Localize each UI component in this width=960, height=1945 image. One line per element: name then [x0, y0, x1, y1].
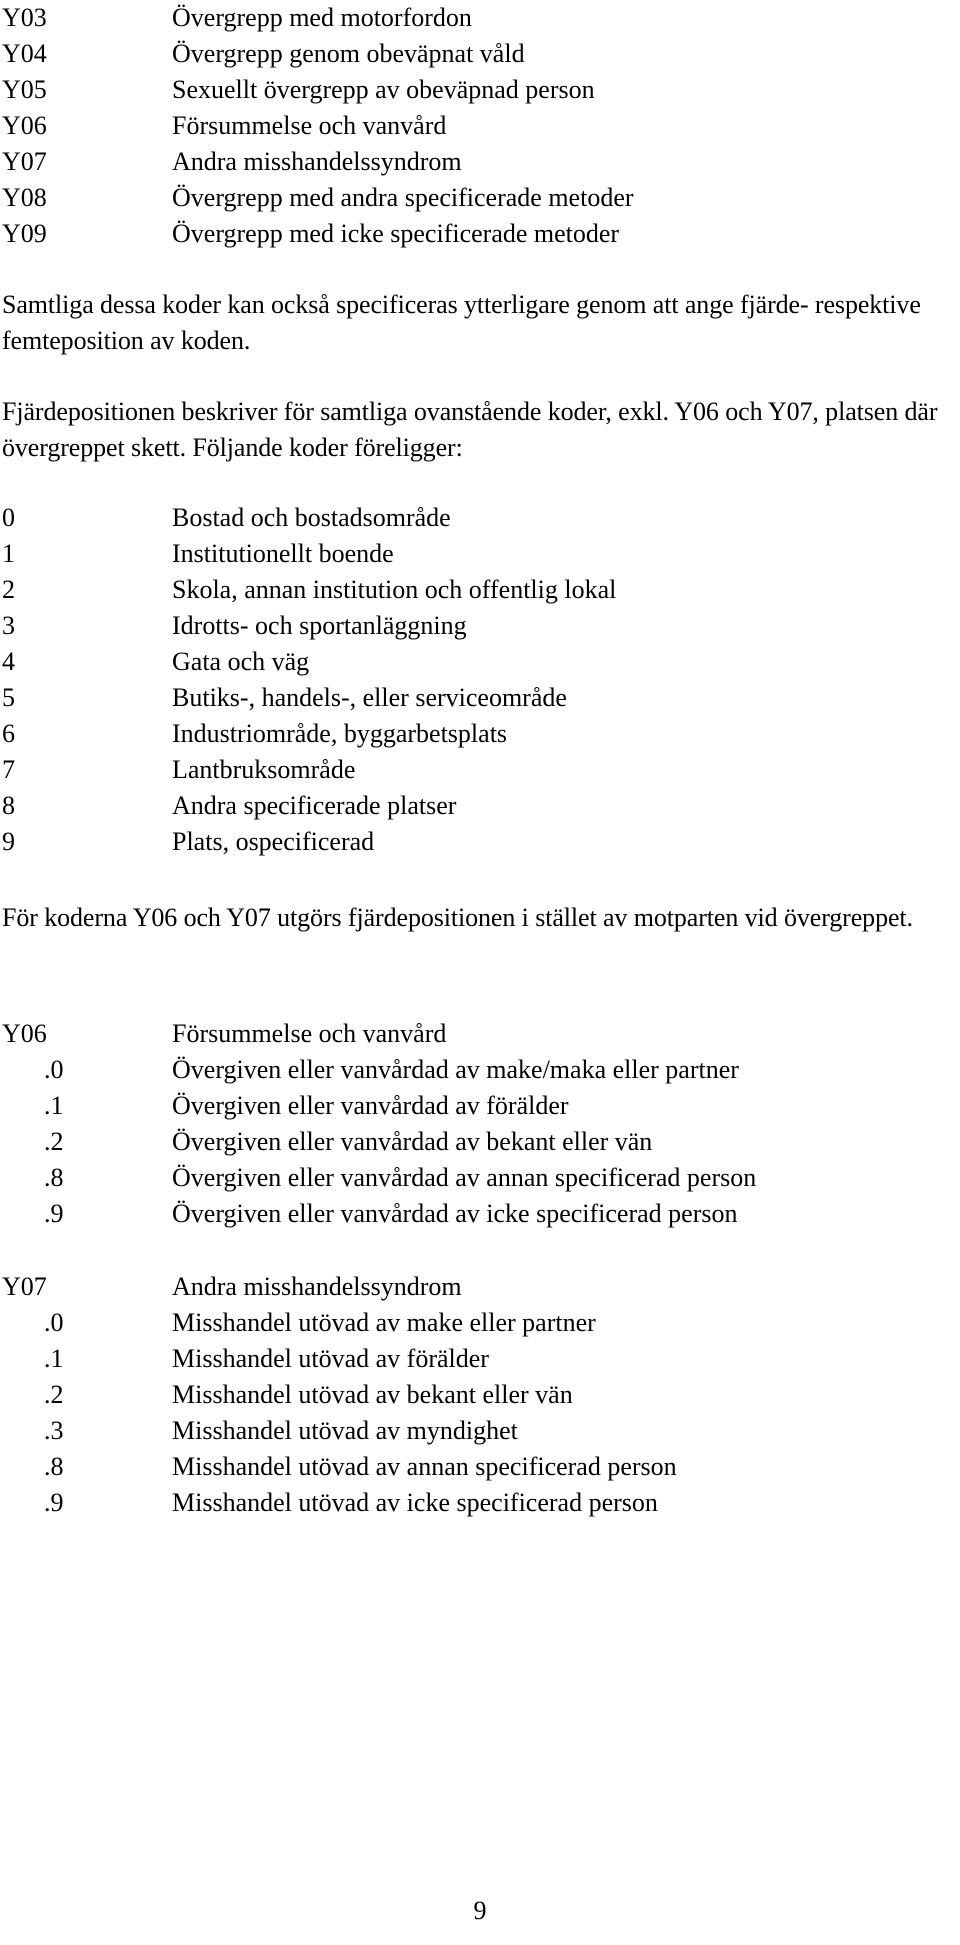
code-description: Bostad och bostadsområde — [172, 503, 451, 532]
code-id: Y03 — [2, 3, 47, 32]
code-description: Försummelse och vanvård — [172, 111, 447, 140]
code-id: 4 — [2, 647, 15, 676]
subcode-id: .9 — [44, 1488, 64, 1517]
code-id: Y09 — [2, 219, 47, 248]
subcode-id: .3 — [44, 1416, 64, 1445]
code-description: Skola, annan institution och offentlig lokal — [172, 575, 617, 604]
subcode-description: Misshandel utövad av make eller partner — [172, 1308, 596, 1337]
code-description: Övergrepp med icke specificerade metoder — [172, 219, 620, 248]
code-description: Butiks-, handels-, eller serviceområde — [172, 683, 567, 712]
code-description: Andra misshandelssyndrom — [172, 1272, 462, 1301]
subcode-id: .0 — [44, 1055, 64, 1084]
subcode-id: .0 — [44, 1308, 64, 1337]
code-description: Gata och väg — [172, 647, 310, 676]
code-id: Y07 — [2, 1272, 47, 1301]
subcode-description: Övergiven eller vanvårdad av bekant eller vän — [172, 1127, 653, 1156]
code-id: 8 — [2, 791, 15, 820]
paragraph-specification: Samtliga dessa koder kan också specificeras ytterligare genom att ange fjärde- respektive femteposition av koden. — [2, 290, 921, 355]
subcode-id: .1 — [44, 1091, 64, 1120]
code-description: Sexuellt övergrepp av obeväpnad person — [172, 75, 595, 104]
paragraph-fourth-position: Fjärdepositionen beskriver för samtliga ovanstående koder, exkl. Y06 och Y07, platsen där övergreppet skett. Följande koder föreligger: — [2, 397, 938, 462]
subcode-description: Misshandel utövad av icke specificerad person — [172, 1488, 658, 1517]
code-description: Industriområde, byggarbetsplats — [172, 719, 508, 748]
code-description: Idrotts- och sportanläggning — [172, 611, 467, 640]
subcode-id: .8 — [44, 1163, 64, 1192]
code-id: 9 — [2, 827, 15, 856]
subcode-id: .1 — [44, 1344, 64, 1373]
code-id: 3 — [2, 611, 15, 640]
code-id: Y04 — [2, 39, 47, 68]
code-description: Övergrepp med motorfordon — [172, 3, 472, 32]
subcode-description: Misshandel utövad av myndighet — [172, 1416, 518, 1445]
subcode-description: Övergiven eller vanvårdad av förälder — [172, 1091, 569, 1120]
code-description: Lantbruksområde — [172, 755, 356, 784]
code-id: Y05 — [2, 75, 47, 104]
code-description: Försummelse och vanvård — [172, 1019, 447, 1048]
code-id: 2 — [2, 575, 15, 604]
code-id: 7 — [2, 755, 15, 784]
subcode-description: Misshandel utövad av annan specificerad person — [172, 1452, 677, 1481]
subcode-id: .2 — [44, 1127, 64, 1156]
page-number: 9 — [473, 1896, 487, 1925]
code-id: 1 — [2, 539, 15, 568]
code-id: 6 — [2, 719, 15, 748]
subcode-description: Övergiven eller vanvårdad av icke specificerad person — [172, 1199, 738, 1228]
code-id: Y07 — [2, 147, 47, 176]
code-description: Övergrepp genom obeväpnat våld — [172, 39, 525, 68]
code-description: Andra misshandelssyndrom — [172, 147, 462, 176]
subcode-id: .9 — [44, 1199, 64, 1228]
paragraph-counterpart: För koderna Y06 och Y07 utgörs fjärdepositionen i stället av motparten vid övergreppet. — [2, 903, 913, 932]
subcode-id: .8 — [44, 1452, 64, 1481]
subcode-description: Övergiven eller vanvårdad av make/maka eller partner — [172, 1055, 739, 1084]
code-id: 0 — [2, 503, 15, 532]
code-id: Y08 — [2, 183, 47, 212]
code-id: Y06 — [2, 111, 47, 140]
code-id: 5 — [2, 683, 15, 712]
code-description: Övergrepp med andra specificerade metoder — [172, 183, 634, 212]
code-description: Plats, ospecificerad — [172, 827, 375, 856]
subcode-description: Övergiven eller vanvårdad av annan specificerad person — [172, 1163, 757, 1192]
subcode-description: Misshandel utövad av förälder — [172, 1344, 489, 1373]
code-description: Institutionellt boende — [172, 539, 394, 568]
subcode-id: .2 — [44, 1380, 64, 1409]
code-description: Andra specificerade platser — [172, 791, 457, 820]
code-id: Y06 — [2, 1019, 47, 1048]
subcode-description: Misshandel utövad av bekant eller vän — [172, 1380, 573, 1409]
